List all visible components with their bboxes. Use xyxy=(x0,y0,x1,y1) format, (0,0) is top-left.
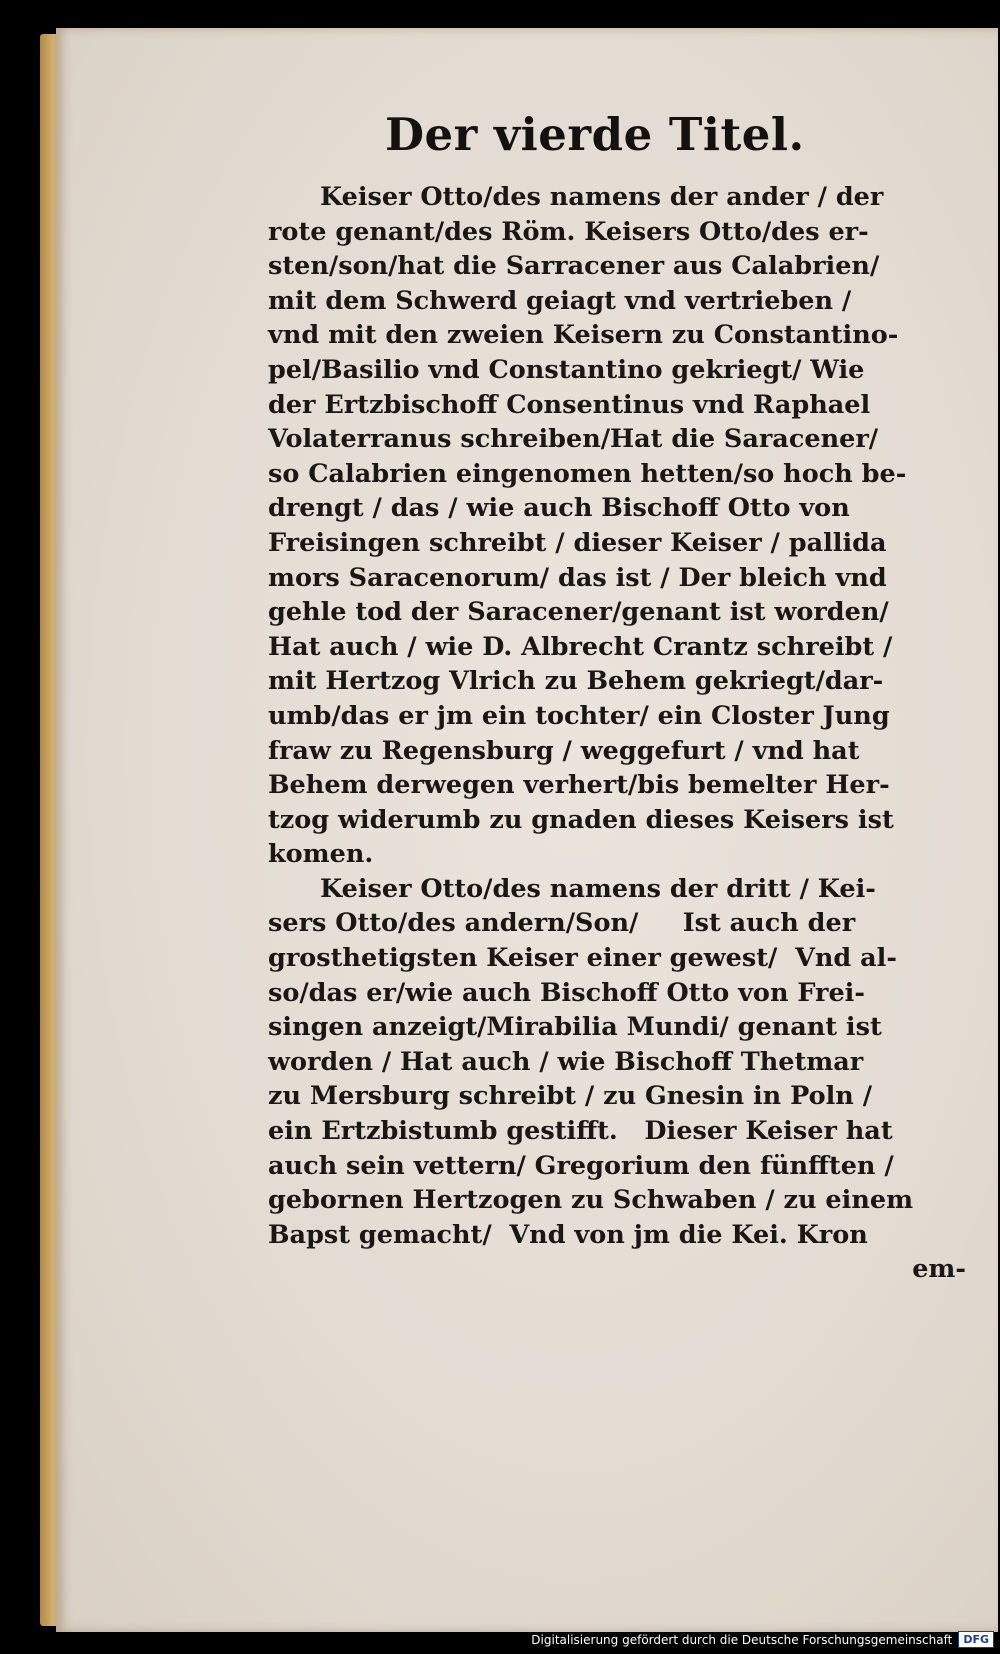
text-line: sten/son/hat die Sarracener aus Calabrien/ xyxy=(268,251,880,282)
text-line: pel/Basilio vnd Constantino gekriegt/ Wie xyxy=(268,354,865,385)
text-line: Hat auch / wie D. Albrecht Crantz schreibt / xyxy=(268,631,893,662)
digitization-footer xyxy=(531,1631,994,1648)
text-line: gehle tod der Saracener/genant ist worden/ xyxy=(268,597,889,628)
text-line: tzog widerumb zu gnaden dieses Keisers ist xyxy=(268,804,894,835)
text-line: Keiser Otto/des namens der ander / der xyxy=(320,182,884,212)
text-line: sers Otto/des andern/Son/ Ist auch der xyxy=(268,908,856,939)
text-line: ein Ertzbistumb gestifft. Dieser Keiser hat xyxy=(268,1116,893,1147)
text-line: gebornen Hertzogen zu Schwaben / zu einem xyxy=(268,1185,914,1216)
text-line: umb/das er jm ein tochter/ ein Closter Jung xyxy=(268,700,890,731)
text-line: vnd mit den zweien Keisern zu Constantino- xyxy=(268,320,899,351)
text-line: so/das er/wie auch Bischoff Otto von Frei- xyxy=(268,977,865,1008)
text-line: drengt / das / wie auch Bischoff Otto von xyxy=(268,493,850,524)
page-heading: Der vierde Titel. xyxy=(385,108,805,161)
text-line: mit dem Schwerd geiagt vnd vertrieben / xyxy=(268,285,852,316)
text-line: Keiser Otto/des namens der dritt / Kei- xyxy=(320,873,876,904)
text-line: Behem derwegen verhert/bis bemelter Her- xyxy=(268,770,890,801)
text-line: fraw zu Regensburg / weggefurt / vnd hat xyxy=(268,735,860,766)
text-line: Bapst gemacht/ Vnd von jm die Kei. Kron xyxy=(268,1219,868,1250)
text-line: grosthetigsten Keiser einer gewest/ Vnd al- xyxy=(268,943,897,974)
text-line: mors Saracenorum/ das ist / Der bleich vnd xyxy=(268,562,887,593)
text-line: mit Hertzog Vlrich zu Behem gekriegt/dar- xyxy=(268,666,884,697)
text-line: der Ertzbischoff Consentinus vnd Raphael xyxy=(268,389,871,420)
text-line: Volaterranus schreiben/Hat die Saracener/ xyxy=(268,424,879,455)
catchword: em- xyxy=(912,1254,966,1285)
text-line: singen anzeigt/Mirabilia Mundi/ genant ist xyxy=(268,1012,882,1043)
dfg-logo: DFG xyxy=(958,1631,994,1648)
text-line: rote genant/des Röm. Keisers Otto/des er- xyxy=(268,216,869,247)
text-line: so Calabrien eingenomen hetten/so hoch be- xyxy=(268,458,907,489)
body-text xyxy=(268,180,980,1287)
text-line: zu Mersburg schreibt / zu Gnesin in Poln / xyxy=(268,1081,873,1112)
text-line: auch sein vettern/ Gregorium den fünfften / xyxy=(268,1150,894,1181)
footer-credit: Digitalisierung gefördert durch die Deutsche Forschungsgemeinschaft xyxy=(531,1632,953,1647)
text-line: Freisingen schreibt / dieser Keiser / pallida xyxy=(268,527,887,558)
text-line: worden / Hat auch / wie Bischoff Thetmar xyxy=(268,1046,864,1077)
text-line: komen. xyxy=(268,839,374,870)
